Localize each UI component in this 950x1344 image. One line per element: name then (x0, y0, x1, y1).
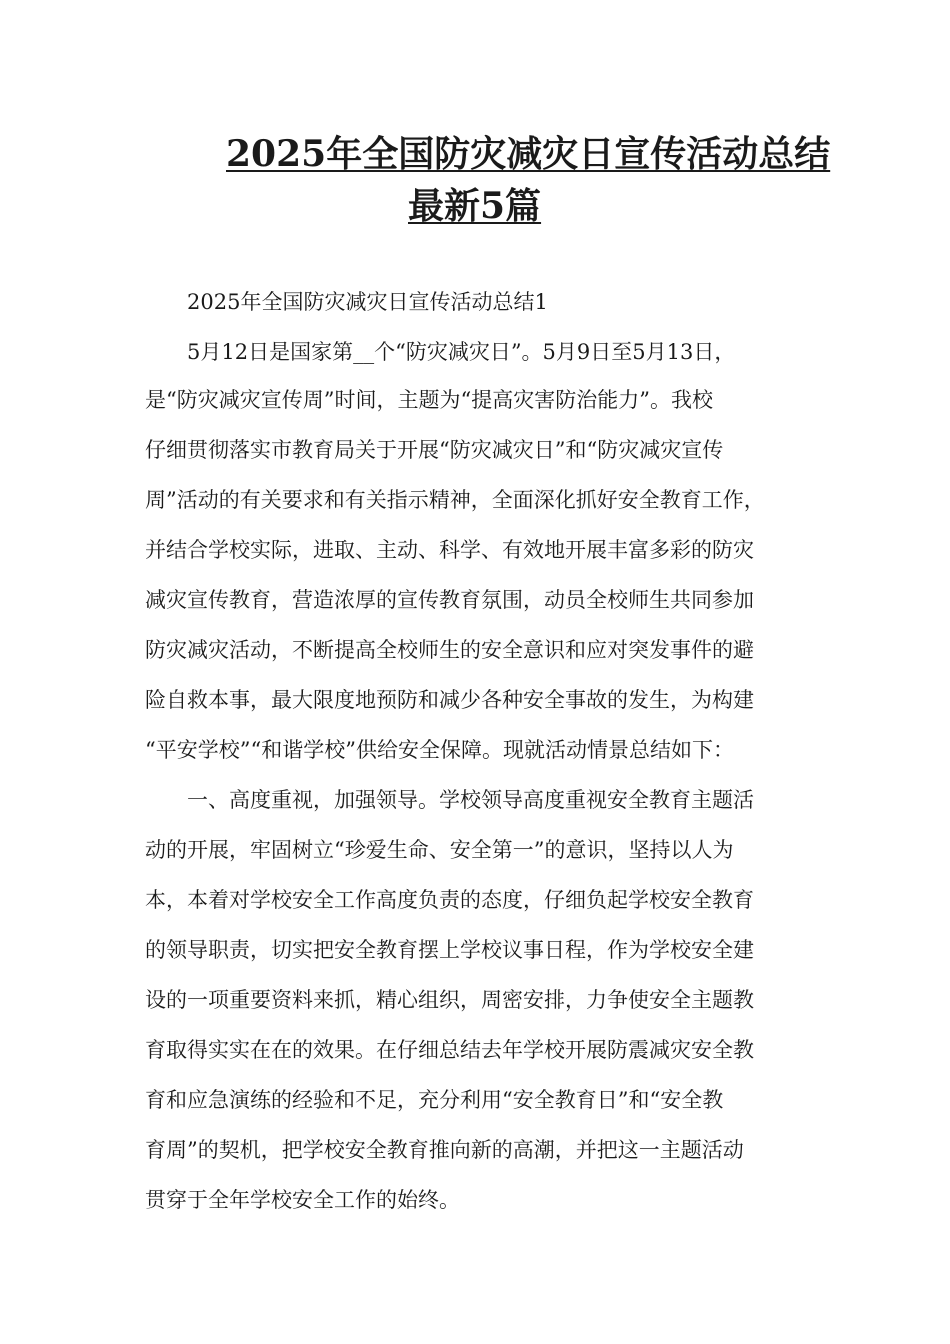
paragraph-line: 防灾减灾活动，不断提高全校师生的安全意识和应对突发事件的避 (145, 638, 754, 662)
paragraph-line: 本，本着对学校安全工作高度负责的态度，仔细负起学校安全教育 (145, 888, 754, 912)
paragraph-line: 仔细贯彻落实市教育局关于开展“防灾减灾日”和“防灾减灾宣传 (145, 438, 724, 462)
paragraph-line: 险自救本事，最大限度地预防和减少各种安全事故的发生，为构建 (145, 688, 754, 712)
document-title-line-2: 最新5篇 (408, 185, 542, 227)
paragraph-line: 贯穿于全年学校安全工作的始终。 (145, 1188, 460, 1212)
document-title-line-1: 2025年全国防灾减灾日宣传活动总结 (226, 133, 831, 175)
paragraph-line: 一、高度重视，加强领导。学校领导高度重视安全教育主题活 (187, 788, 754, 812)
paragraph-line: 育取得实实在在的效果。在仔细总结去年学校开展防震减灾安全教 (145, 1038, 754, 1062)
paragraph-line: 动的开展，牢固树立“珍爱生命、安全第一”的意识，坚持以人为 (145, 838, 734, 862)
paragraph-line: 的领导职责，切实把安全教育摆上学校议事日程，作为学校安全建 (145, 938, 754, 962)
section-heading: 2025年全国防灾减灾日宣传活动总结1 (187, 290, 548, 314)
paragraph-line: 5月12日是国家第__个“防灾减灾日”。5月9日至5月13日， (187, 340, 736, 364)
paragraph-line: 并结合学校实际，进取、主动、科学、有效地开展丰富多彩的防灾 (145, 538, 754, 562)
paragraph-line: “平安学校”“和谐学校”供给安全保障。现就活动情景总结如下： (145, 738, 734, 762)
paragraph-line: 育周”的契机，把学校安全教育推向新的高潮，并把这一主题活动 (145, 1138, 744, 1162)
paragraph-line: 周”活动的有关要求和有关指示精神，全面深化抓好安全教育工作， (145, 488, 765, 512)
paragraph-line: 是“防灾减灾宣传周”时间，主题为“提高灾害防治能力”。我校 (145, 388, 713, 412)
paragraph-line: 减灾宣传教育，营造浓厚的宣传教育氛围，动员全校师生共同参加 (145, 588, 754, 612)
paragraph-line: 设的一项重要资料来抓，精心组织，周密安排，力争使安全主题教 (145, 988, 754, 1012)
paragraph-line: 育和应急演练的经验和不足，充分利用“安全教育日”和“安全教 (145, 1088, 724, 1112)
